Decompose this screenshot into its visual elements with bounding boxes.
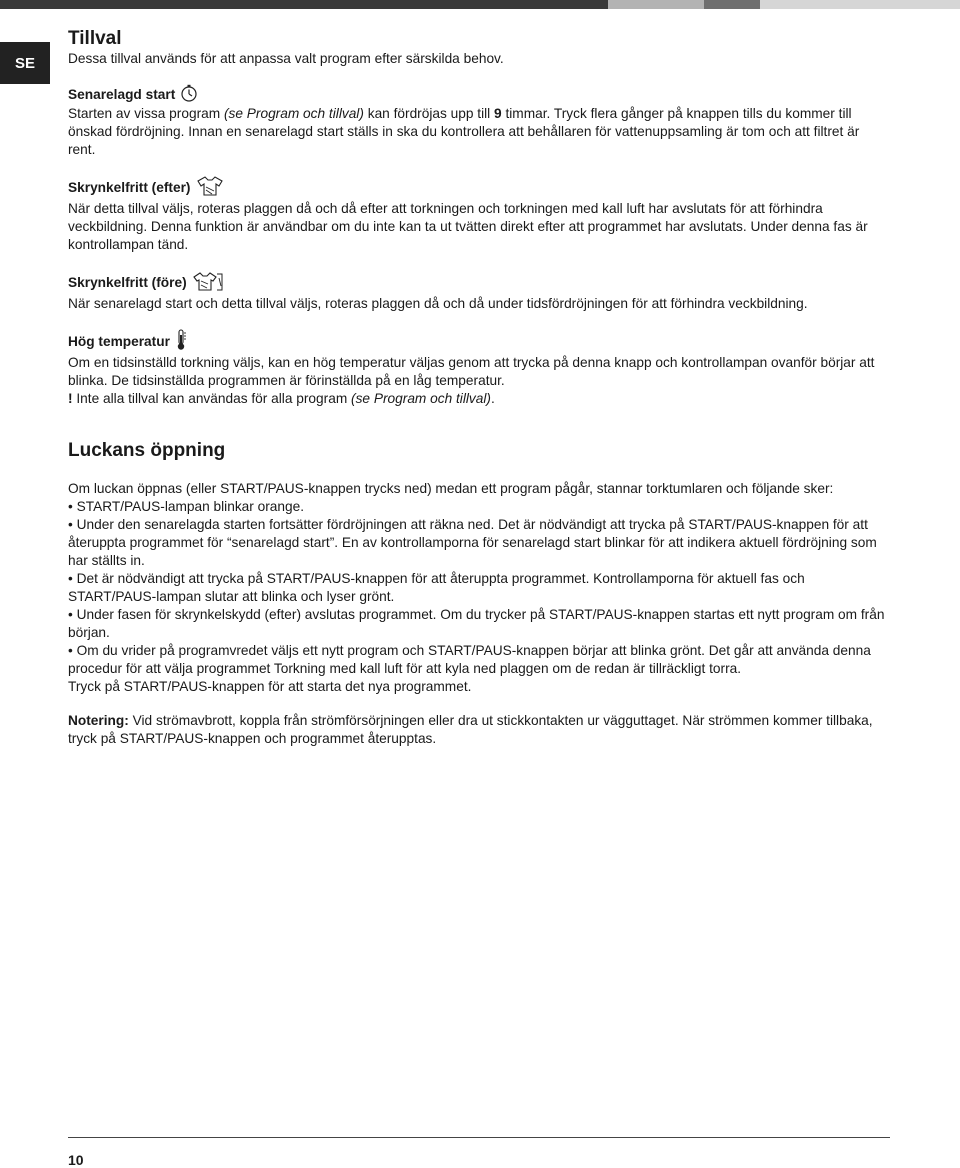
language-tab: SE bbox=[0, 42, 50, 84]
bullet-item: • Om du vrider på programvredet väljs ett nytt program och START/PAUS-knappen börjar att blinka grönt. Det går att använda denna procedur för att välja programmet Torkning med kall luft för att kyla ned plaggen om de redan är tillräckligt torra. bbox=[68, 643, 871, 676]
hog-temperatur-block bbox=[68, 329, 890, 390]
senarelagd-start-text: Starten av vissa program (se Program och tillval) kan fördröjas upp till 9 timmar. Tryck flera gånger på knappen tills du kommer till önskad fördröjning. Innan en senarelagd start ställs in ska du kontrollera att behållaren för vattenuppsamling är tom och att filtret är rent. bbox=[68, 106, 860, 157]
luckans-heading-wrap bbox=[68, 440, 225, 462]
notering-label: Notering: bbox=[68, 713, 129, 728]
tillval-intro: Dessa tillval används för att anpassa valt program efter särskilda behov. bbox=[68, 51, 504, 66]
bullet-item: • START/PAUS-lampan blinkar orange. bbox=[68, 499, 305, 514]
skrynkelfritt-fore-block bbox=[68, 270, 890, 313]
footer-divider bbox=[68, 1137, 890, 1138]
top-bar-segment bbox=[760, 0, 960, 9]
luckans-title: Luckans öppning bbox=[68, 440, 226, 461]
top-color-bar bbox=[0, 0, 960, 9]
skrynkelfritt-efter-heading bbox=[68, 175, 225, 200]
luckans-section bbox=[68, 480, 890, 748]
senarelagd-start-label: Senarelagd start bbox=[68, 87, 176, 102]
top-bar-segment bbox=[704, 0, 760, 9]
timer-icon bbox=[180, 84, 198, 105]
shirt-hanger-icon bbox=[192, 270, 224, 295]
shirt-icon bbox=[195, 175, 225, 200]
tillval-note: ! Inte alla tillval kan användas för alla program (se Program och tillval). bbox=[68, 391, 495, 406]
tillval-title: Tillval bbox=[68, 28, 122, 49]
tillval-section bbox=[68, 28, 890, 408]
bullet-item: • Det är nödvändigt att trycka på START/PAUS-knappen för att återuppta programmet. Kontrollamporna för aktuell fas och START/PAUS-lampan slutar att blinka och lyser grönt. bbox=[68, 571, 805, 604]
warning-mark: ! bbox=[68, 391, 73, 406]
senarelagd-start-block bbox=[68, 84, 890, 159]
senarelagd-start-heading bbox=[68, 84, 198, 105]
skrynkelfritt-fore-heading bbox=[68, 270, 224, 295]
hog-temperatur-label: Hög temperatur bbox=[68, 334, 170, 349]
skrynkelfritt-fore-label: Skrynkelfritt (före) bbox=[68, 275, 187, 290]
skrynkelfritt-efter-text: När detta tillval väljs, roteras plaggen då och då efter att torkningen och torkningen med kall luft har avslutats för att förhindra veckbildning. Denna funktion är användbar om du inte kan ta ut tvätten direkt efter att programmet har avslutats. Under denna fas är kontrollampan tänd. bbox=[68, 201, 868, 252]
bullet-item: • Under den senarelagda starten fortsätter fördröjningen att räkna ned. Det är nödvändigt att trycka på START/PAUS-knappen för att återuppta programmet för “senarelagd start”. En av kontrollamporna för senarelagd start blinkar för att indikera aktuell fördröjning som har ställts in. bbox=[68, 517, 877, 568]
hog-temperatur-heading bbox=[68, 329, 187, 354]
top-bar-segment bbox=[0, 0, 608, 9]
skrynkelfritt-efter-block bbox=[68, 175, 890, 254]
skrynkelfritt-fore-text: När senarelagd start och detta tillval väljs, roteras plaggen då och då under tidsfördröjningen för att förhindra veckbildning. bbox=[68, 296, 808, 311]
bullet-item: • Under fasen för skrynkelskydd (efter) avslutas programmet. Om du trycker på START/PAUS-knappen startas ett nytt program om från början. bbox=[68, 607, 885, 640]
skrynkelfritt-efter-label: Skrynkelfritt (efter) bbox=[68, 180, 191, 195]
top-bar-segment bbox=[608, 0, 704, 9]
luckans-intro: Om luckan öppnas (eller START/PAUS-knappen trycks ned) medan ett program pågår, stannar torktumlaren och följande sker: bbox=[68, 481, 834, 496]
luckans-final-line: Tryck på START/PAUS-knappen för att starta det nya programmet. bbox=[68, 679, 472, 694]
notering-paragraph: Notering: Vid strömavbrott, koppla från strömförsörjningen eller dra ut stickkontakten ur vägguttaget. När strömmen kommer tillbaka, tryck på START/PAUS-knappen och programmet återupptas. bbox=[68, 713, 873, 746]
thermometer-icon bbox=[175, 329, 187, 354]
page-number: 10 bbox=[68, 1152, 84, 1168]
hog-temperatur-text: Om en tidsinställd torkning väljs, kan en hög temperatur väljas genom att trycka på denna knapp och kontrollampan ovanför börjar att blinka. De tidsinställda programmen är förinställda på en låg temperatur. bbox=[68, 355, 875, 388]
